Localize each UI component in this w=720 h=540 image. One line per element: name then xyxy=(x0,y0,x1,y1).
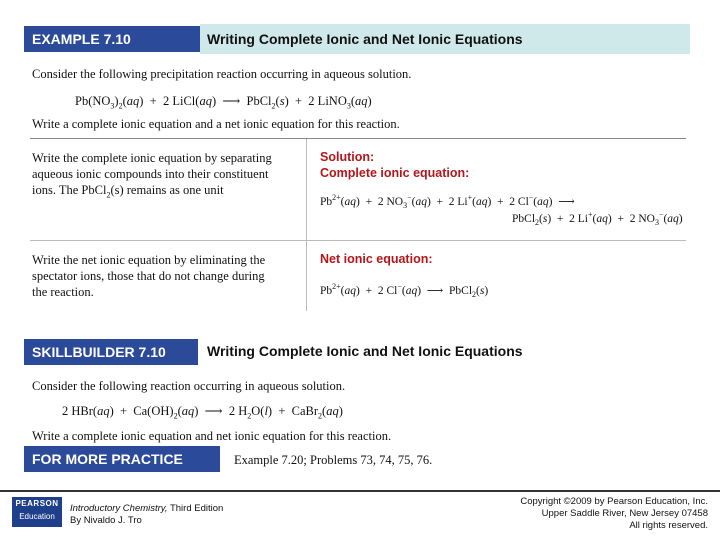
solution-heading: Solution: xyxy=(320,150,375,164)
example-title: Writing Complete Ionic and Net Ionic Equations xyxy=(207,31,523,47)
pearson-logo: PEARSON Education xyxy=(12,497,62,527)
step2-instructions: Write the net ionic equation by eliminating the spectator ions, those that do not change during the reaction. xyxy=(32,253,266,299)
divider xyxy=(30,138,686,139)
example-task: Write a complete ionic equation and a net ionic equation for this reaction. xyxy=(32,117,400,131)
net-ionic-equation: $Pb^{2+}(aq) + 2$ Cl−(aq) ⟶ PbCl$_2$(s) xyxy=(320,282,489,300)
skillbuilder-label xyxy=(24,339,198,365)
net-ionic-heading: Net ionic equation: xyxy=(320,252,433,266)
example-label-text: EXAMPLE 7.10 xyxy=(32,31,131,47)
complete-ionic-equation-line2: PbCl$_2$(s) + 2 Li+(aq) + 2 $NO_3^-(aq)$ xyxy=(512,210,683,228)
skillbuilder-label-text: SKILLBUILDER 7.10 xyxy=(32,344,166,360)
column-divider xyxy=(306,139,307,311)
more-practice-label-text: FOR MORE PRACTICE xyxy=(32,451,183,467)
complete-ionic-equation-line1: $Pb^{2+}(aq) + 2$ $NO_3^-(aq) + 2$ Li+(aq) + 2 Cl−(aq) ⟶ xyxy=(320,193,575,211)
skillbuilder-task: Write a complete ionic equation and net ionic equation for this reaction. xyxy=(32,429,392,443)
example-label xyxy=(24,26,200,52)
skillbuilder-title: Writing Complete Ionic and Net Ionic Equations xyxy=(207,343,523,359)
example-intro: Consider the following precipitation reaction occurring in aqueous solution. xyxy=(32,67,412,81)
complete-ionic-heading: Complete ionic equation: xyxy=(320,166,470,180)
divider xyxy=(30,240,686,241)
footer-rule xyxy=(0,490,720,492)
reaction-equation: $Pb(NO_3)_2(aq) + 2$ LiCl(aq) ⟶ PbCl$_2$(s) + 2 LiNO$_3$(aq) xyxy=(75,94,372,111)
book-citation: Introductory Chemistry, Third Edition By Nivaldo J. Tro xyxy=(70,503,224,526)
more-practice-label xyxy=(24,446,220,472)
more-practice-text: Example 7.20; Problems 73, 74, 75, 76. xyxy=(234,453,433,467)
copyright: Copyright ©2009 by Pearson Education, Inc. Upper Saddle River, New Jersey 07458 All rights reserved. xyxy=(520,496,708,531)
skillbuilder-intro: Consider the following reaction occurring in aqueous solution. xyxy=(32,379,346,393)
step1-instructions: Write the complete ionic equation by separating aqueous ionic compounds into their constituent ions. The PbCl$_2$(s) remains as one unit xyxy=(32,151,272,200)
skillbuilder-equation: 2 $HBr(aq) + Ca(OH)_2(aq)$ ⟶ 2 $H_2O(l)$ + CaBr$_2$(aq) xyxy=(62,404,343,421)
